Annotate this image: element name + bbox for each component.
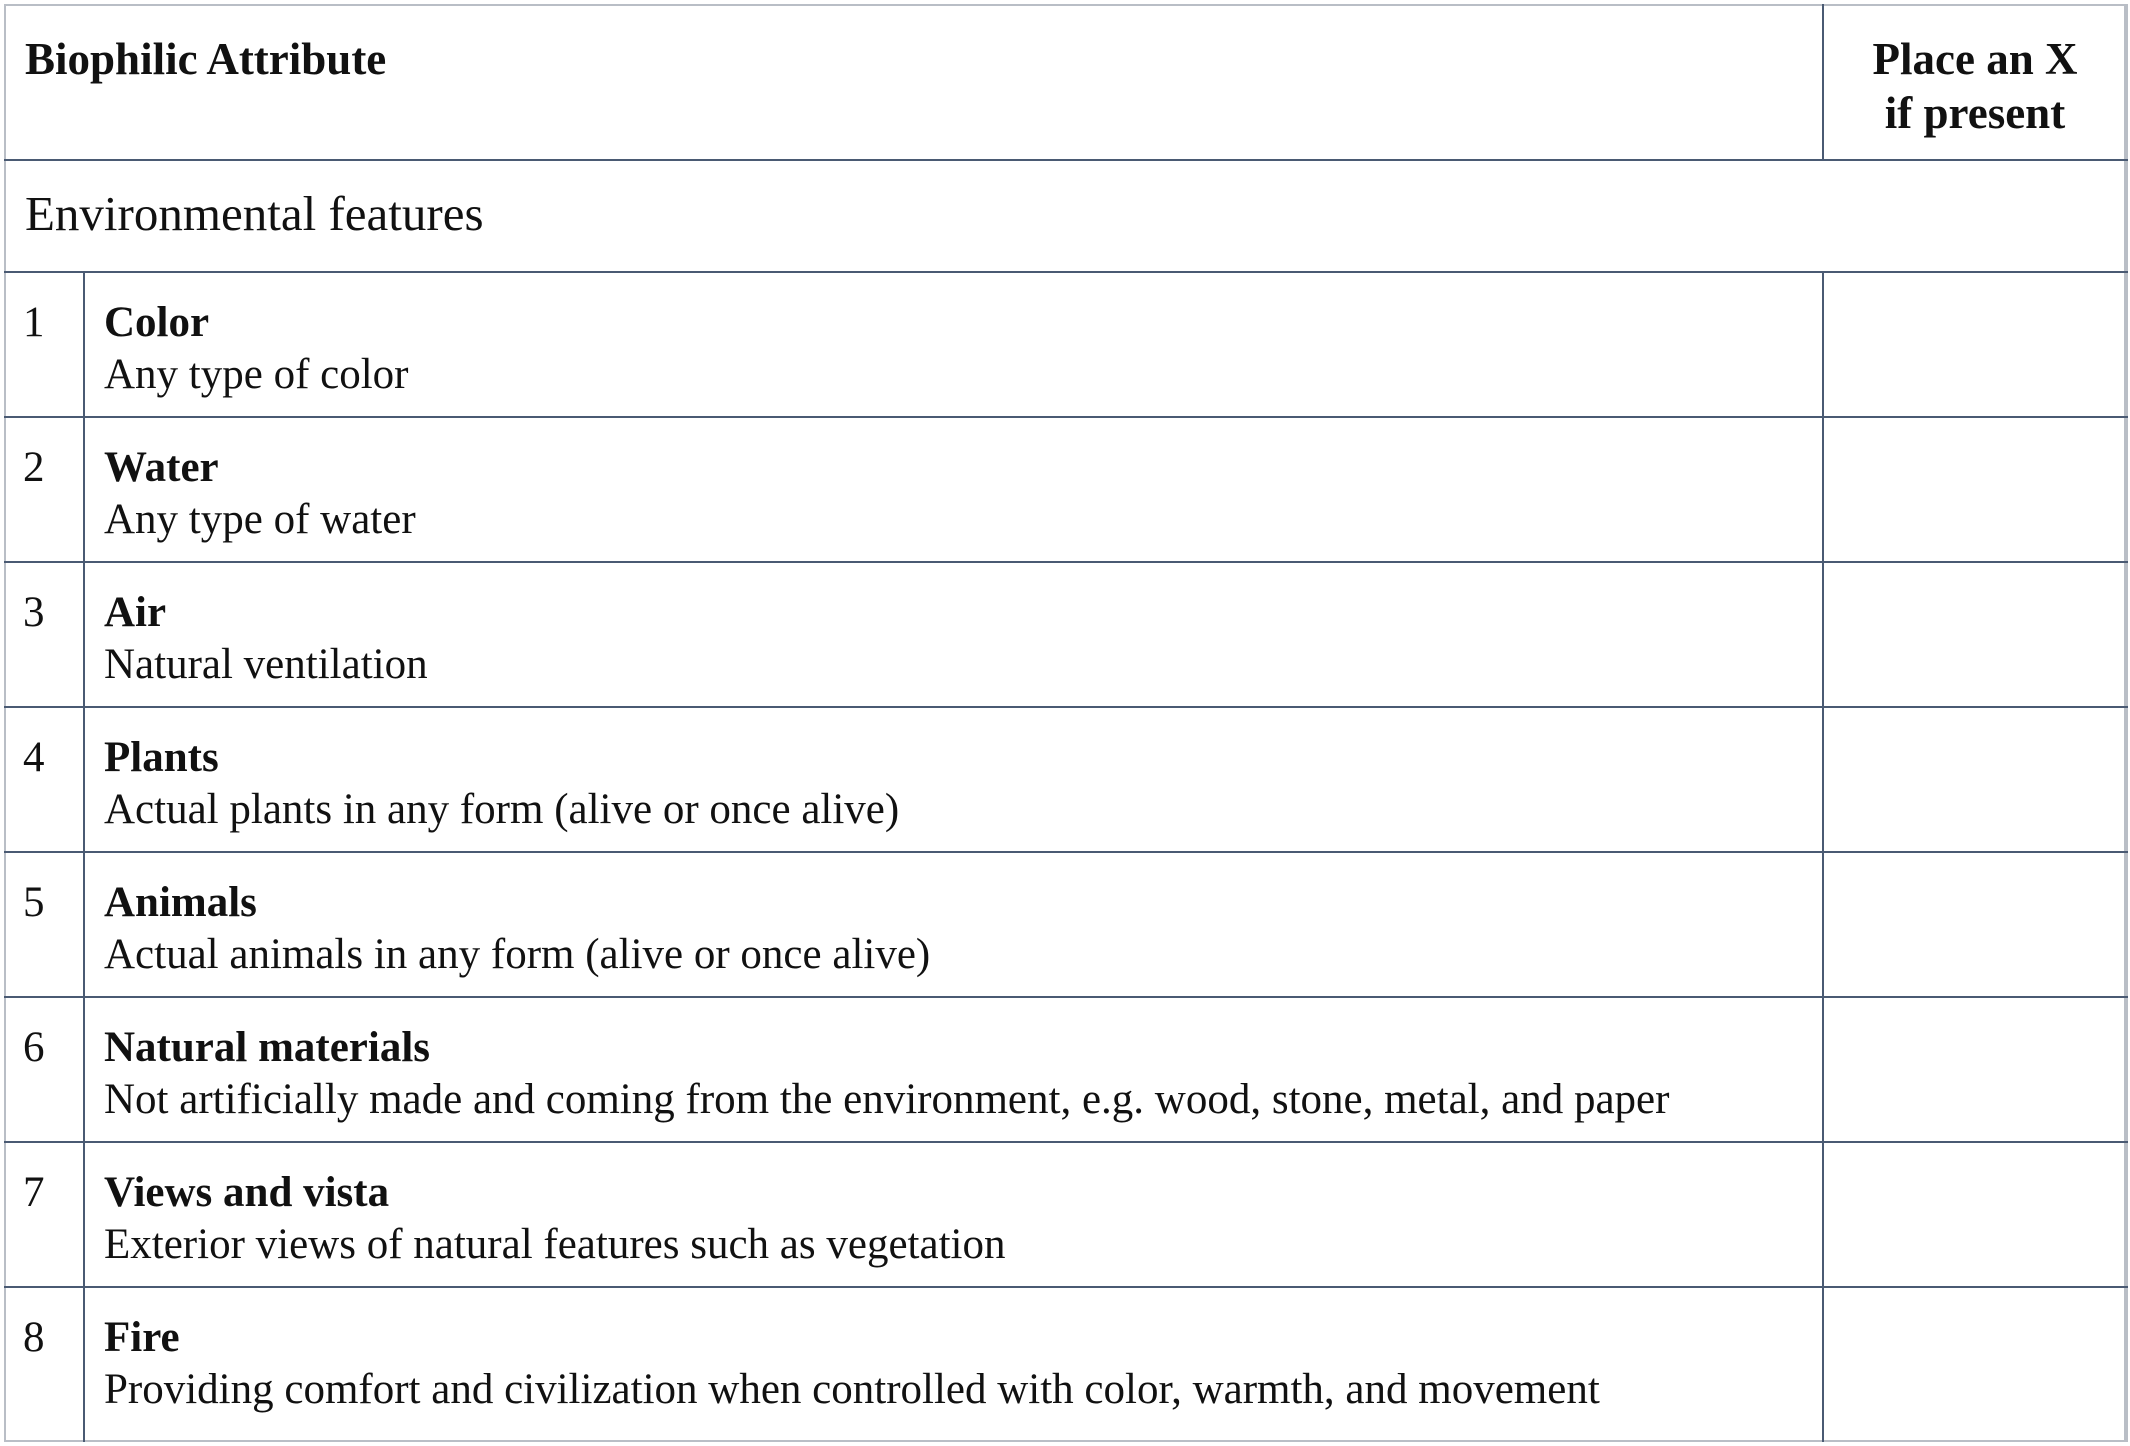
mark-cell[interactable] <box>1823 417 2127 562</box>
item-description: Actual plants in any form (alive or once alive) <box>104 786 900 833</box>
item-cell <box>84 707 1823 852</box>
mark-cell[interactable] <box>1823 272 2127 417</box>
mark-cell[interactable] <box>1823 562 2127 707</box>
section-title: Environmental features <box>5 160 2127 272</box>
item-cell <box>84 997 1823 1142</box>
item-cell <box>84 417 1823 562</box>
item-number: 5 <box>5 852 84 997</box>
item-cell <box>84 272 1823 417</box>
item-title: Fire <box>104 1314 180 1361</box>
item-title: Color <box>104 299 210 346</box>
item-cell <box>84 1287 1823 1442</box>
table-row <box>5 1142 2127 1287</box>
attribute-column-header: Biophilic Attribute <box>5 5 1823 160</box>
item-cell <box>84 562 1823 707</box>
mark-column-header <box>1823 5 2127 160</box>
mark-cell[interactable] <box>1823 1287 2127 1442</box>
header-row <box>5 5 2127 160</box>
biophilic-checklist-table <box>4 4 2128 1442</box>
table-row <box>5 562 2127 707</box>
item-title: Air <box>104 589 167 636</box>
item-number: 4 <box>5 707 84 852</box>
mark-cell[interactable] <box>1823 1142 2127 1287</box>
table-row <box>5 417 2127 562</box>
item-description: Any type of water <box>104 496 416 543</box>
item-cell <box>84 1142 1823 1287</box>
section-row <box>5 160 2127 272</box>
mark-cell[interactable] <box>1823 707 2127 852</box>
item-description: Actual animals in any form (alive or once alive) <box>104 931 931 978</box>
mark-cell[interactable] <box>1823 852 2127 997</box>
mark-header-line2: if present <box>1884 88 2066 138</box>
mark-header-line1: Place an X <box>1872 34 2078 84</box>
item-description: Exterior views of natural features such as vegetation <box>104 1221 1006 1268</box>
item-cell <box>84 852 1823 997</box>
item-title: Water <box>104 444 219 491</box>
item-description: Providing comfort and civilization when controlled with color, warmth, and movement <box>104 1366 1600 1413</box>
item-number: 6 <box>5 997 84 1142</box>
item-title: Views and vista <box>104 1169 390 1216</box>
item-number: 2 <box>5 417 84 562</box>
item-title: Natural materials <box>104 1024 431 1071</box>
table-row <box>5 1287 2127 1442</box>
item-number: 8 <box>5 1287 84 1442</box>
item-number: 7 <box>5 1142 84 1287</box>
table-row <box>5 852 2127 997</box>
table-row <box>5 272 2127 417</box>
item-description: Natural ventilation <box>104 641 428 688</box>
item-title: Animals <box>104 879 257 926</box>
item-number: 3 <box>5 562 84 707</box>
item-description: Any type of color <box>104 351 409 398</box>
table-row <box>5 997 2127 1142</box>
item-description: Not artificially made and coming from the environment, e.g. wood, stone, metal, and paper <box>104 1076 1670 1123</box>
table-row <box>5 707 2127 852</box>
item-title: Plants <box>104 734 219 781</box>
mark-cell[interactable] <box>1823 997 2127 1142</box>
item-number: 1 <box>5 272 84 417</box>
